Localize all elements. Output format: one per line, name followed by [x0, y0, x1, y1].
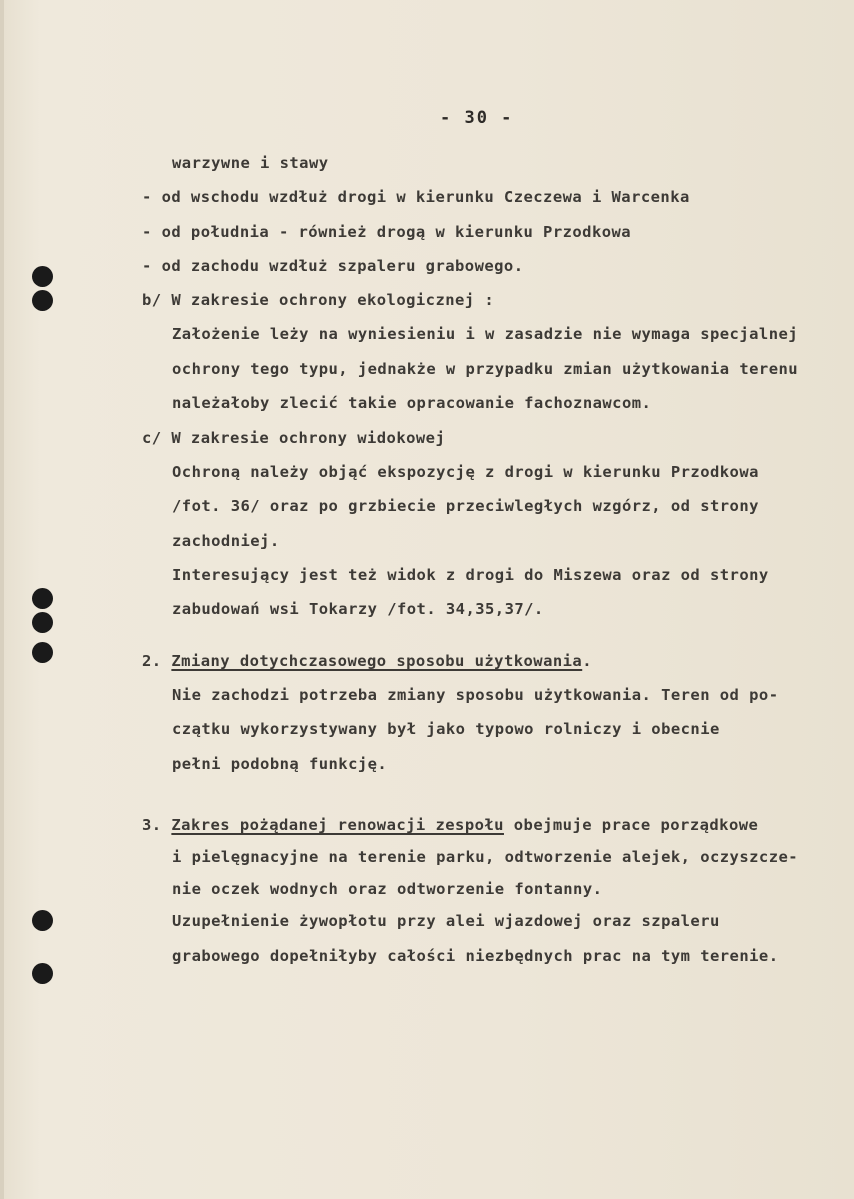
- text-line: nie oczek wodnych oraz odtworzenie fontanny.: [172, 880, 603, 898]
- section-title: Zakres pożądanej renowacji zespołu: [171, 816, 504, 834]
- text-line: należałoby zlecić takie opracowanie fachoznawcom.: [172, 394, 652, 412]
- binder-hole: [32, 642, 53, 663]
- binder-hole: [32, 588, 53, 609]
- section-number: 2.: [142, 652, 162, 670]
- section-title: Zmiany dotychczasowego sposobu użytkowania: [171, 652, 583, 670]
- section-heading: [142, 652, 592, 670]
- text-line: ochrony tego typu, jednakże w przypadku zmian użytkowania terenu: [172, 360, 799, 378]
- text-line: warzywne i stawy: [172, 154, 329, 172]
- binder-hole: [32, 910, 53, 931]
- text-line: c/ W zakresie ochrony widokowej: [142, 429, 446, 447]
- text-line: - od południa - również drogą w kierunku Przodkowa: [142, 223, 632, 241]
- binder-hole: [32, 290, 53, 311]
- text-line: Ochroną należy objąć ekspozycję z drogi w kierunku Przodkowa: [172, 463, 759, 481]
- page-number: - 30 -: [440, 108, 514, 128]
- text-line: i pielęgnacyjne na terenie parku, odtworzenie alejek, oczyszcze-: [172, 848, 799, 866]
- binder-hole: [32, 266, 53, 287]
- section-title-end: .: [582, 652, 593, 670]
- text-line: /fot. 36/ oraz po grzbiecie przeciwległych wzgórz, od strony: [172, 497, 759, 515]
- text-line: pełni podobną funkcję.: [172, 755, 388, 773]
- text-line: Uzupełnienie żywopłotu przy alei wjazdowej oraz szpaleru: [172, 912, 720, 930]
- text-line: Nie zachodzi potrzeba zmiany sposobu użytkowania. Teren od po-: [172, 686, 779, 704]
- text-line: grabowego dopełniłyby całości niezbędnych prac na tym terenie.: [172, 947, 779, 965]
- text-line: czątku wykorzystywany był jako typowo rolniczy i obecnie: [172, 720, 720, 738]
- text-line: zachodniej.: [172, 532, 280, 550]
- binder-hole: [32, 612, 53, 633]
- text-line: Założenie leży na wyniesieniu i w zasadzie nie wymaga specjalnej: [172, 325, 799, 343]
- binder-hole: [32, 963, 53, 984]
- section-title-end: obejmuje prace porządkowe: [503, 816, 759, 834]
- section-number: 3.: [142, 816, 162, 834]
- text-line: - od zachodu wzdłuż szpaleru grabowego.: [142, 257, 524, 275]
- text-line: b/ W zakresie ochrony ekologicznej :: [142, 291, 495, 309]
- text-line: - od wschodu wzdłuż drogi w kierunku Czeczewa i Warcenka: [142, 188, 690, 206]
- text-line: zabudowań wsi Tokarzy /fot. 34,35,37/.: [172, 600, 544, 618]
- section-heading: [142, 816, 758, 834]
- text-line: Interesujący jest też widok z drogi do Miszewa oraz od strony: [172, 566, 769, 584]
